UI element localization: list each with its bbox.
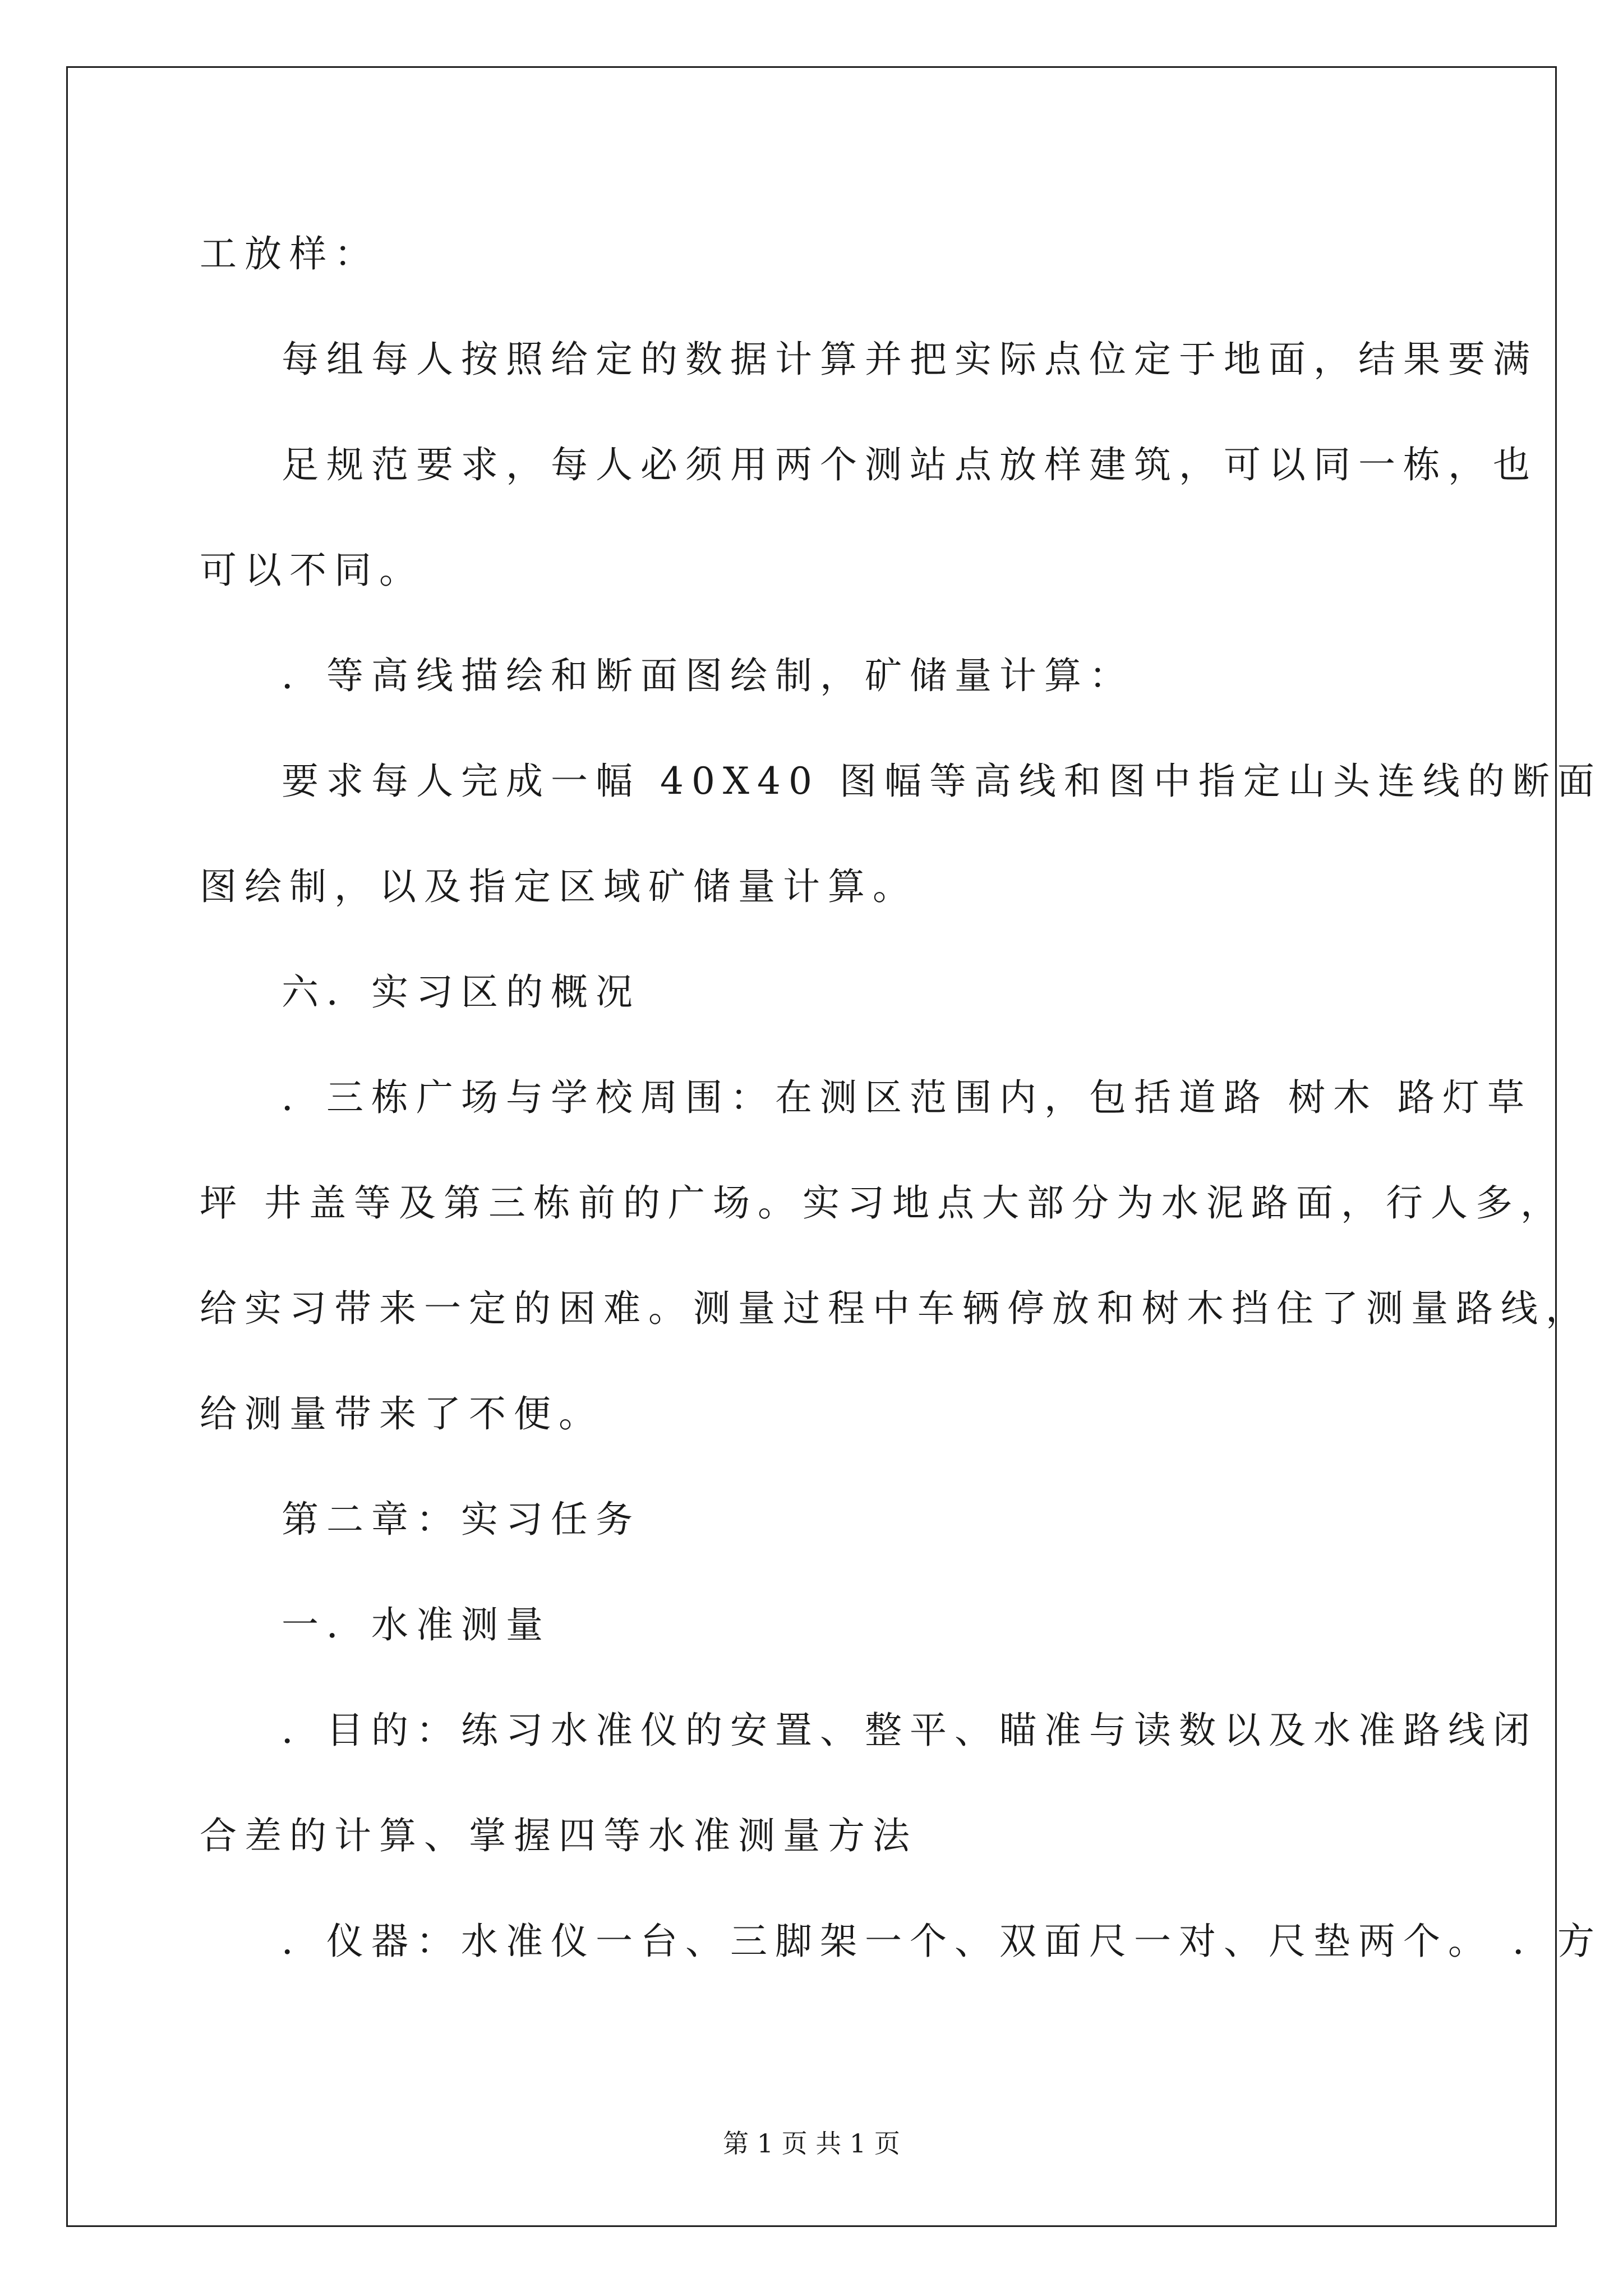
text-line-16: 合差的计算、掌握四等水准测量方法: [200, 1814, 917, 1857]
text-line-14: 一．水准测量: [282, 1603, 551, 1646]
text-line-2: 每组每人按照给定的数据计算并把实际点位定于地面，结果要满: [282, 338, 1538, 381]
text-line-15: ．目的：练习水准仪的安置、整平、瞄准与读数以及水准路线闭: [282, 1709, 1538, 1752]
text-line-11: 给实习带来一定的困难。测量过程中车辆停放和树木挡住了测量路线，: [200, 1287, 1590, 1330]
text-line-5: ．等高线描绘和断面图绘制，矿储量计算：: [282, 654, 1134, 697]
page-number-footer: 第 1 页 共 1 页: [723, 2128, 900, 2159]
page-border: [66, 66, 1557, 2227]
text-line-6: 要求每人完成一幅 40X40 图幅等高线和图中指定山头连线的断面: [282, 760, 1602, 803]
text-line-3: 足规范要求，每人必须用两个测站点放样建筑，可以同一栋，也: [282, 443, 1538, 486]
text-line-4: 可以不同。: [200, 549, 424, 592]
text-line-17: ．仪器：水准仪一台、三脚架一个、双面尺一对、尺垫两个。 ．方: [282, 1920, 1602, 1963]
text-line-1: 工放样：: [200, 232, 379, 275]
text-line-13: 第二章：实习任务: [282, 1498, 640, 1541]
text-line-9: ．三栋广场与学校周围：在测区范围内，包括道路 树木 路灯草: [282, 1076, 1532, 1119]
text-line-7: 图绘制，以及指定区域矿储量计算。: [200, 865, 917, 908]
text-line-10: 坪 井盖等及第三栋前的广场。实习地点大部分为水泥路面，行人多，: [200, 1181, 1565, 1225]
text-line-8: 六．实习区的概况: [282, 970, 640, 1014]
text-line-12: 给测量带来了不便。: [200, 1392, 603, 1435]
